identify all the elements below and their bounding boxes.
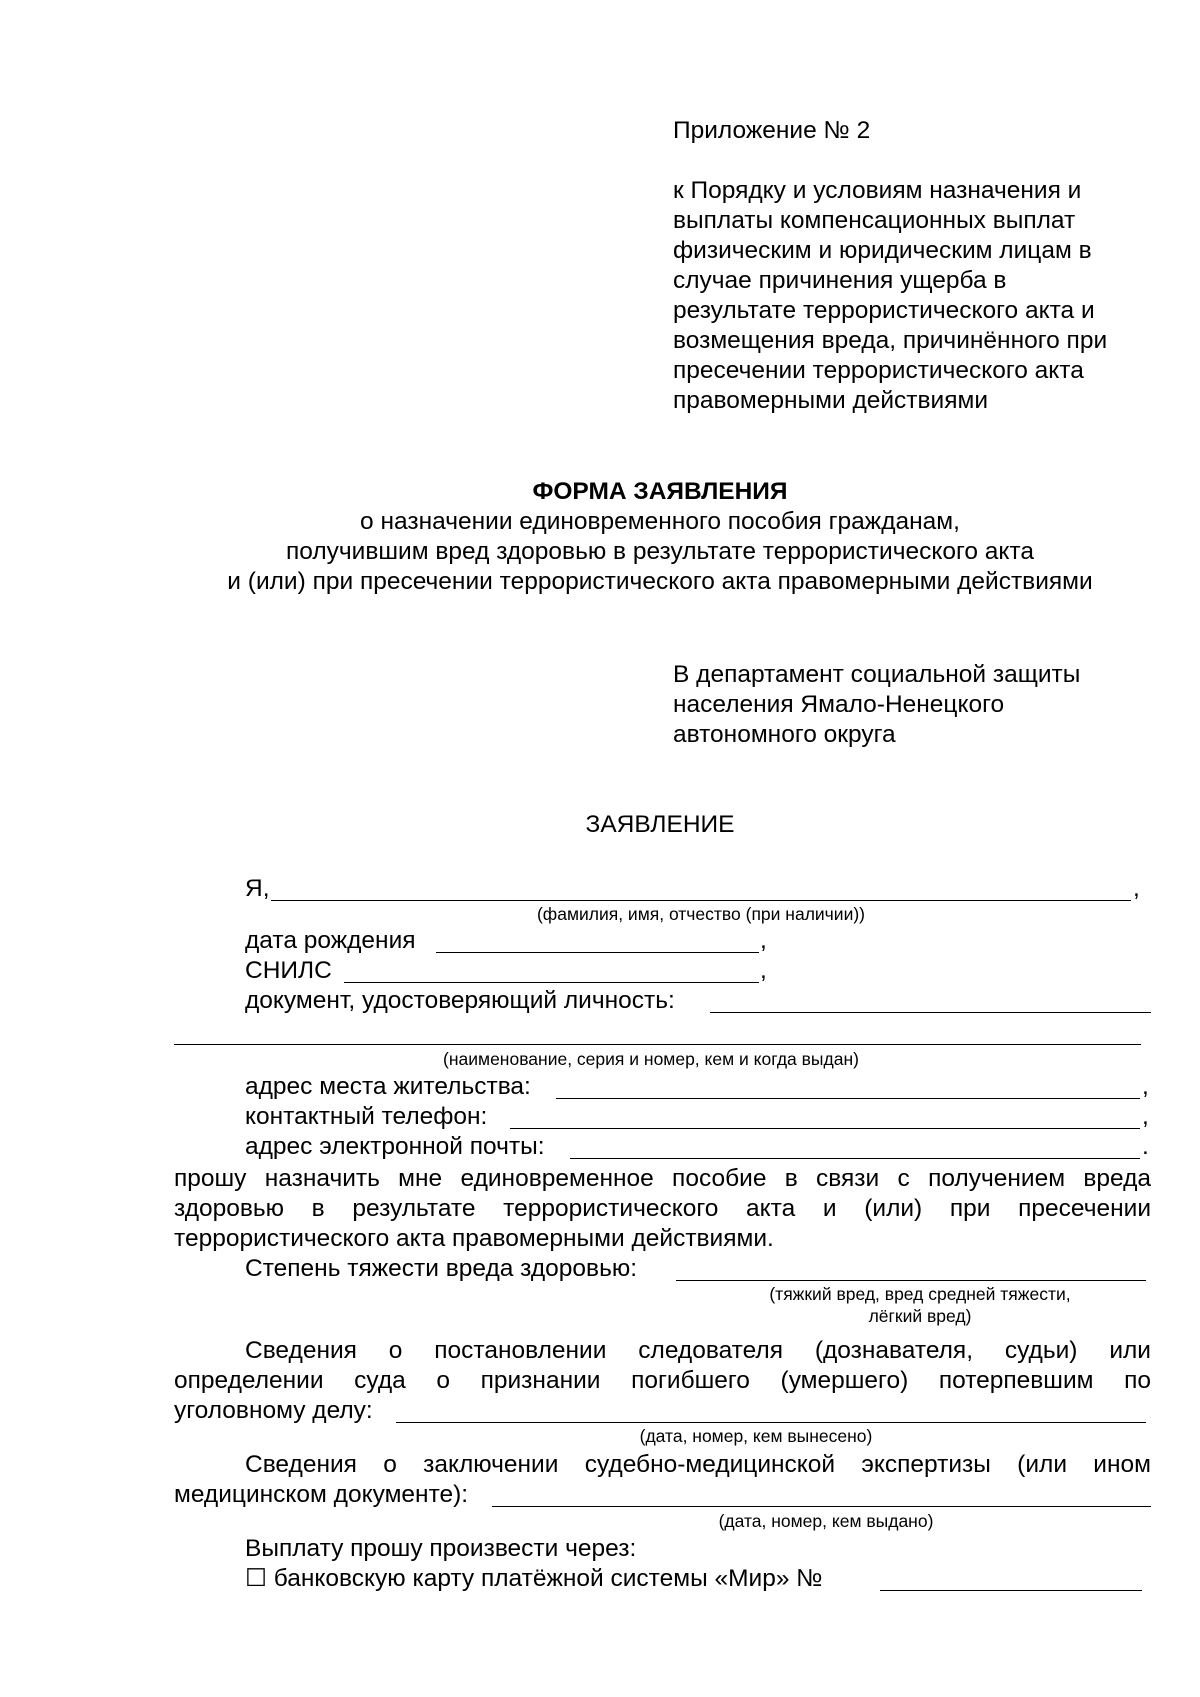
form-title: ФОРМА ЗАЯВЛЕНИЯ — [532, 478, 788, 505]
decision-last-label: уголовному делу: — [174, 1397, 373, 1424]
appendix-line: возмещения вреда, причинённого при — [673, 327, 1108, 354]
address-end: , — [1142, 1073, 1149, 1100]
statement-title: ЗАЯВЛЕНИЕ — [585, 811, 735, 838]
dob-end: , — [760, 927, 767, 954]
address-field[interactable] — [556, 1098, 1140, 1099]
dob-label: дата рождения — [245, 927, 416, 954]
decision-line: Сведения о постановлении следователя (дознавателя, судьи) или — [245, 1337, 1151, 1364]
snils-end: , — [760, 957, 767, 984]
form-subtitle-line: и (или) при пресечении террористического акта правомерными действиями — [227, 568, 1093, 595]
appendix-line: физическим и юридическим лицам в — [673, 237, 1092, 264]
fio-field[interactable] — [271, 900, 1131, 901]
severity-hint: (тяжкий вред, вред средней тяжести, — [769, 1284, 1071, 1304]
request-line: прошу назначить мне единовременное пособие в связи с получением вреда — [174, 1165, 1151, 1192]
addressee-line: В департамент социальной защиты — [673, 661, 1081, 688]
expertise-last-label: медицинском документе): — [174, 1481, 469, 1508]
checkbox-icon[interactable]: ☐ — [245, 1565, 267, 1592]
phone-end: , — [1142, 1103, 1149, 1130]
id-doc-label: документ, удостоверяющий личность: — [245, 987, 675, 1014]
payment-option[interactable] — [245, 1564, 823, 1594]
id-doc-field-line2[interactable] — [174, 1044, 1141, 1045]
expertise-hint: (дата, номер, кем выдано) — [718, 1511, 934, 1531]
decision-field[interactable] — [396, 1422, 1146, 1423]
snils-label: СНИЛС — [245, 957, 332, 984]
appendix-line: выплаты компенсационных выплат — [673, 207, 1076, 234]
phone-label: контактный телефон: — [245, 1103, 488, 1130]
fio-end: , — [1133, 875, 1140, 902]
dob-field[interactable] — [436, 952, 759, 953]
request-line: террористического акта правомерными действиями. — [174, 1225, 774, 1252]
phone-field[interactable] — [510, 1128, 1140, 1129]
payment-label: Выплату прошу произвести через: — [245, 1535, 637, 1562]
severity-hint: лёгкий вред) — [868, 1306, 972, 1326]
decision-line: определении суда о признании погибшего (умершего) потерпевшим по — [174, 1367, 1151, 1394]
appendix-line: случае причинения ущерба в — [673, 267, 1007, 294]
appendix-line: к Порядку и условиям назначения и — [673, 177, 1082, 204]
email-end: . — [1142, 1133, 1149, 1160]
decision-hint: (дата, номер, кем вынесено) — [639, 1426, 873, 1446]
email-field[interactable] — [570, 1158, 1140, 1159]
appendix-line: пресечении террористического акта — [673, 357, 1084, 384]
card-number-field[interactable] — [880, 1590, 1142, 1591]
severity-field[interactable] — [676, 1280, 1146, 1281]
id-doc-field[interactable] — [710, 1012, 1151, 1013]
expertise-line: Сведения о заключении судебно-медицинской экспертизы (или ином — [245, 1451, 1151, 1478]
payment-option-text: банковскую карту платёжной системы «Мир» № — [273, 1565, 823, 1592]
appendix-number: Приложение № 2 — [673, 117, 871, 144]
severity-label: Степень тяжести вреда здоровью: — [245, 1255, 638, 1282]
form-subtitle-line: о назначении единовременного пособия гражданам, — [360, 508, 960, 535]
request-line: здоровью в результате террористического акта и (или) при пресечении — [174, 1195, 1151, 1222]
addressee-line: населения Ямало-Ненецкого — [673, 691, 1005, 718]
email-label: адрес электронной почты: — [245, 1133, 545, 1160]
addressee-line: автономного округа — [673, 721, 896, 748]
appendix-line: результате террористического акта и — [673, 297, 1095, 324]
form-subtitle-line: получившим вред здоровью в результате террористического акта — [286, 538, 1034, 565]
appendix-line: правомерными действиями — [673, 387, 989, 414]
fio-hint: (фамилия, имя, отчество (при наличии)) — [536, 904, 865, 924]
snils-field[interactable] — [344, 982, 759, 983]
id-doc-hint: (наименование, серия и номер, кем и когда выдан) — [443, 1049, 859, 1069]
fio-label: Я, — [245, 875, 270, 902]
address-label: адрес места жительства: — [245, 1073, 531, 1100]
expertise-field[interactable] — [492, 1506, 1151, 1507]
